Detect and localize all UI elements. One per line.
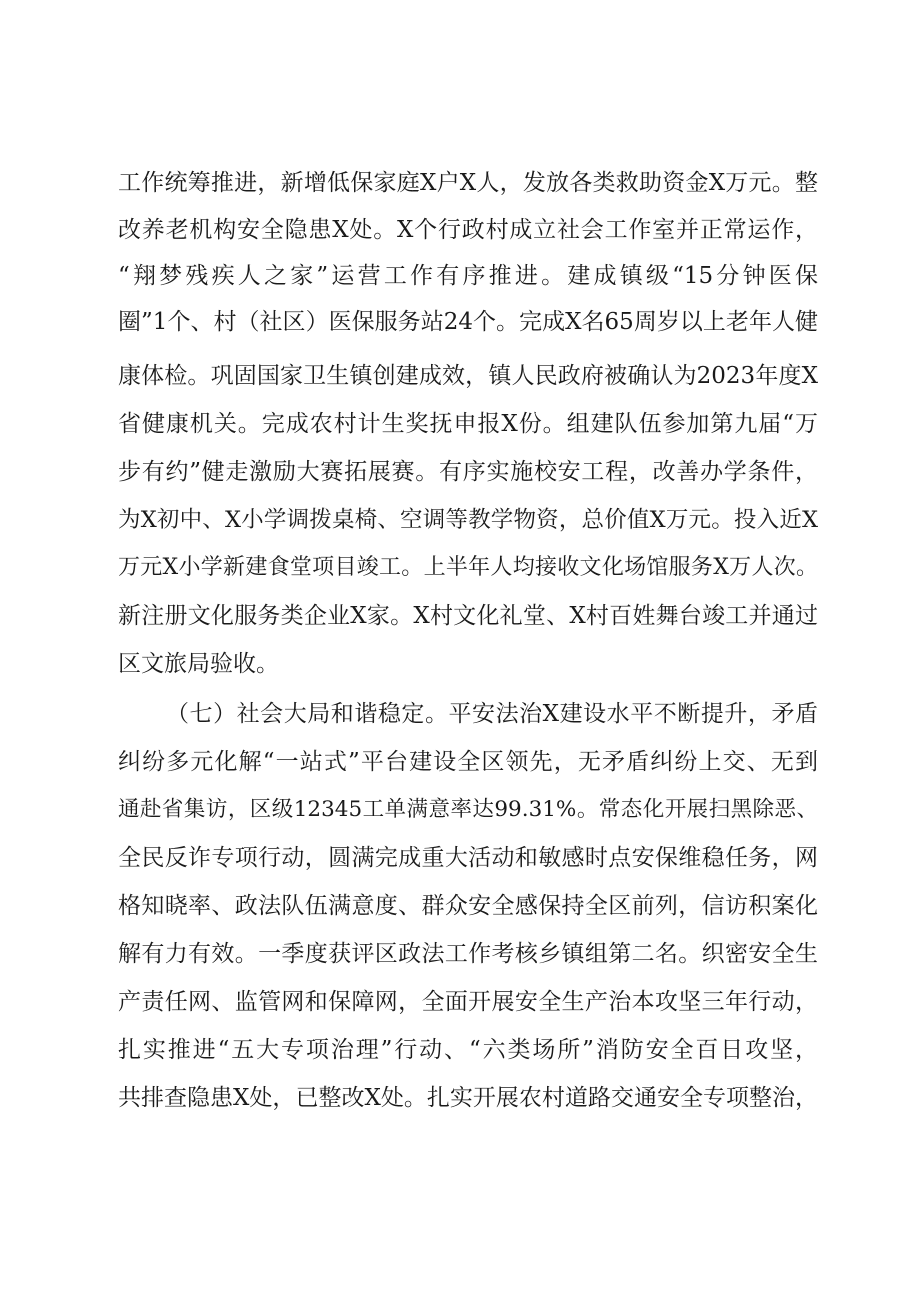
paragraph-1-line-11: 区文旅局验收。 bbox=[118, 651, 279, 677]
paragraph-1-line-9: 万元X小学新建食堂项目竣工。上半年人均接收文化场馆服务X万人次。 bbox=[118, 555, 818, 580]
paragraph-1-line-8: 为X初中、X小学调拨桌椅、空调等教学物资，总价值X万元。投入近X bbox=[118, 507, 818, 533]
paragraph-2-line-6: 解有力有效。一季度获评区政法工作考核乡镇组第二名。织密安全生 bbox=[118, 941, 818, 967]
paragraph-1-line-1: 工作统筹推进，新增低保家庭X户X人，发放各类救助资金X万元。整 bbox=[118, 170, 818, 196]
paragraph-1-line-5: 康体检。巩固国家卫生镇创建成效，镇人民政府被确认为2023年度X bbox=[118, 363, 818, 389]
paragraph-1-line-2: 改养老机构安全隐患X处。X个行政村成立社会工作室并正常运作， bbox=[118, 217, 818, 243]
paragraph-2-line-4: 全民反诈专项行动，圆满完成重大活动和敏感时点安保维稳任务，网 bbox=[118, 845, 818, 871]
paragraph-2-line-1: （七）社会大局和谐稳定。平安法治X建设水平不断提升，矛盾 bbox=[166, 701, 818, 727]
paragraph-1-line-10: 新注册文化服务类企业X家。X村文化礼堂、X村百姓舞台竣工并通过 bbox=[118, 603, 818, 629]
paragraph-2-line-8: 扎实推进“五大专项治理”行动、“六类场所”消防安全百日攻坚， bbox=[118, 1037, 818, 1063]
paragraph-1-line-6: 省健康机关。完成农村计生奖抚申报X份。组建队伍参加第九届“万 bbox=[118, 411, 818, 437]
paragraph-2-line-7: 产责任网、监管网和保障网，全面开展安全生产治本攻坚三年行动， bbox=[118, 989, 818, 1015]
paragraph-1-line-3: “翔梦残疾人之家”运营工作有序推进。建成镇级“15分钟医保 bbox=[118, 263, 818, 289]
paragraph-2-line-9: 共排查隐患X处，已整改X处。扎实开展农村道路交通安全专项整治， bbox=[118, 1085, 818, 1111]
paragraph-2-line-2: 纠纷多元化解“一站式”平台建设全区领先，无矛盾纠纷上交、无到 bbox=[118, 749, 818, 775]
paragraph-2-line-5: 格知晓率、政法队伍满意度、群众安全感保持全区前列，信访积案化 bbox=[118, 893, 818, 919]
paragraph-1-line-7: 步有约”健走激励大赛拓展赛。有序实施校安工程，改善办学条件， bbox=[118, 459, 818, 485]
paragraph-1-line-4: 圈”1个、村（社区）医保服务站24个。完成X名65周岁以上老年人健 bbox=[118, 309, 818, 335]
paragraph-2-line-3: 通赴省集访，区级12345工单满意率达99.31%。常态化开展扫黑除恶、 bbox=[118, 797, 818, 822]
